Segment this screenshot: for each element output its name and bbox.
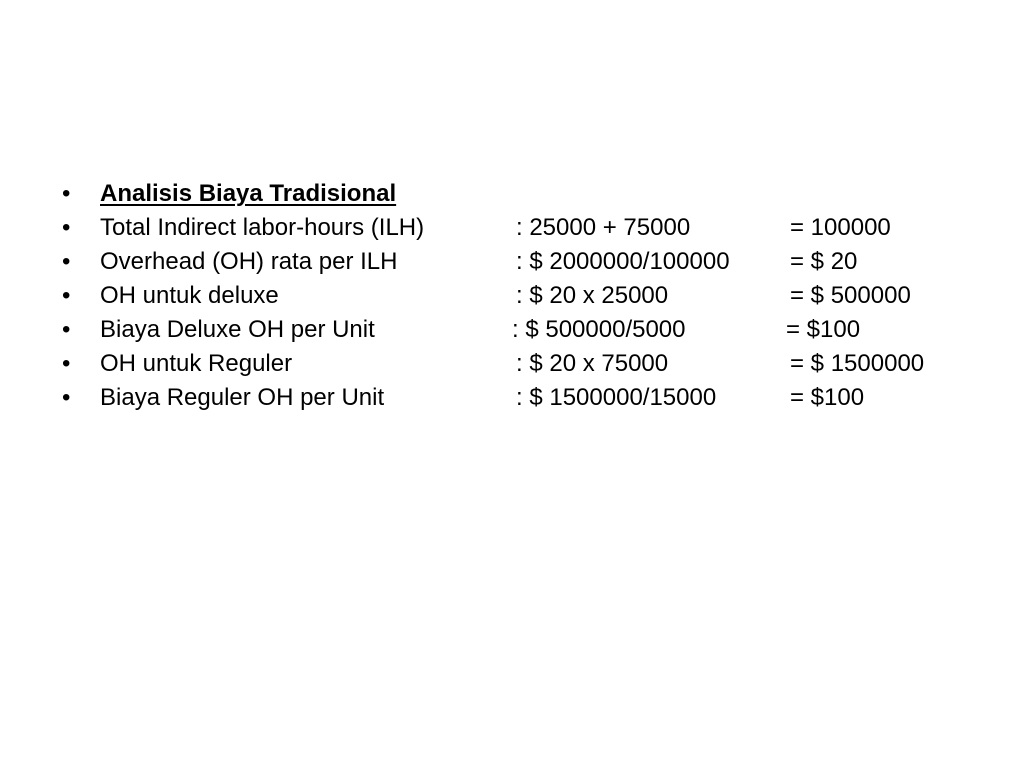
item-result: = $100	[786, 316, 861, 343]
item-result: = 100000	[790, 214, 891, 241]
item-formula: : $ 20 x 25000	[516, 282, 669, 309]
slide-title: Analisis Biaya Tradisional	[100, 180, 397, 207]
item-result: = $100	[790, 384, 865, 411]
list-item	[0, 347, 1024, 381]
bullet-icon: •	[62, 248, 71, 275]
item-result: = $ 1500000	[790, 350, 925, 377]
item-formula: : $ 20 x 75000	[516, 350, 669, 377]
bullet-icon: •	[62, 214, 71, 241]
bullet-icon: •	[62, 282, 71, 309]
item-formula: : 25000 + 75000	[516, 214, 691, 241]
list-item	[0, 279, 1024, 313]
title-row	[0, 177, 1024, 211]
item-label: Total Indirect labor-hours (ILH)	[100, 214, 425, 241]
list-item	[0, 313, 1024, 347]
item-formula: : $ 1500000/15000	[516, 384, 717, 411]
bullet-list	[0, 177, 1024, 415]
bullet-icon: •	[62, 180, 71, 207]
item-result: = $ 20	[790, 248, 858, 275]
list-item	[0, 245, 1024, 279]
item-label: Biaya Reguler OH per Unit	[100, 384, 385, 411]
list-item	[0, 211, 1024, 245]
list-item	[0, 381, 1024, 415]
item-result: = $ 500000	[790, 282, 911, 309]
bullet-icon: •	[62, 384, 71, 411]
bullet-icon: •	[62, 350, 71, 377]
item-label: Overhead (OH) rata per ILH	[100, 248, 398, 275]
item-formula: : $ 2000000/100000	[516, 248, 730, 275]
bullet-icon: •	[62, 316, 71, 343]
item-label: Biaya Deluxe OH per Unit	[100, 316, 375, 343]
item-label: OH untuk Reguler	[100, 350, 293, 377]
item-formula: : $ 500000/5000	[512, 316, 686, 343]
item-label: OH untuk deluxe	[100, 282, 279, 309]
